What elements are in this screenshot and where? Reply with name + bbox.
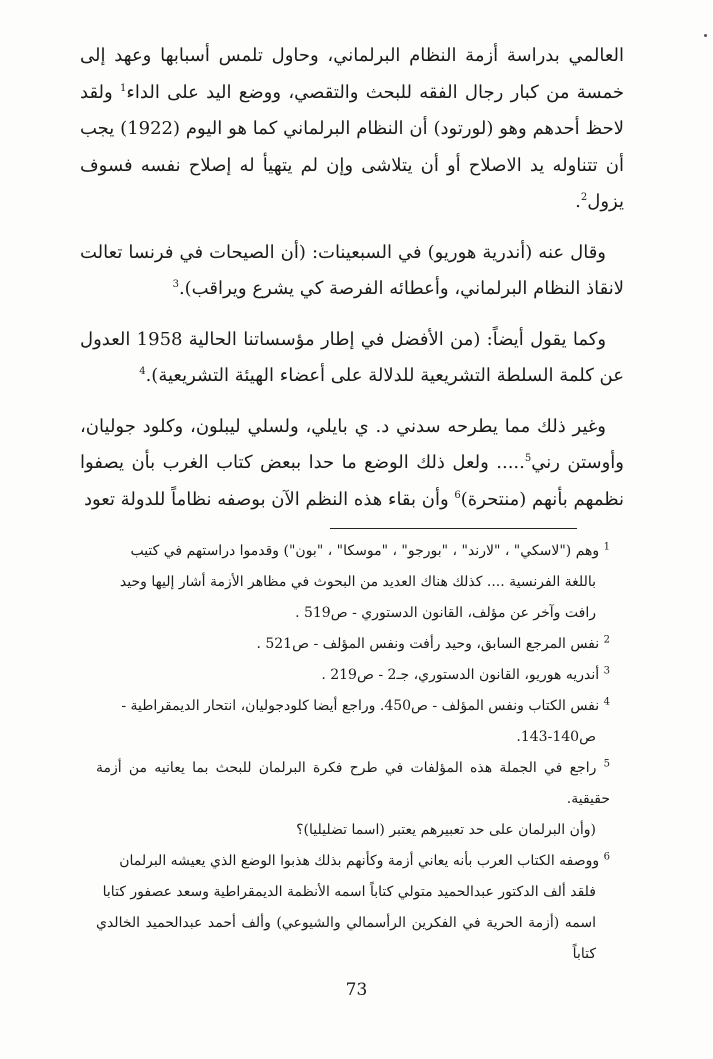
footnote-separator: [330, 528, 577, 529]
paragraph-1: العالمي بدراسة أزمة النظام البرلماني، وحاول تلمس أسبابها وعهد إلى خمسة من كبار رجال الفقه للبحث والتقصي، ووضع اليد على الداء$^1$ ولقد لاحظ أحدهم وهو (لورتود) أن النظام البرلماني كما هو اليوم (1922) يجب أن تتناوله يد الاصلاح أو أن يتلاشى وإن لم يتهيأ له إصلاح نفسه فسوف يزول$^2$.: [80, 45, 625, 212]
footnote-number: 2: [603, 634, 610, 646]
footnote-line: فلقد ألف الدكتور عبدالحميد متولي كتاباً اسمه الأنظمة الديمقراطية وسعد عصفور كتابا: [102, 884, 596, 900]
footnote-4: [96, 691, 610, 753]
footnote-number: 6: [603, 851, 610, 863]
footnote-ref-3: 3: [172, 279, 179, 290]
footnote-ref-4: 4: [139, 366, 146, 377]
footnote-line: ووصفه الكتاب العرب بأنه يعاني أزمة وكأنهم بذلك هذبوا الوضع الذي يعيشه البرلمان: [119, 853, 600, 869]
footnote-number: 3: [603, 665, 610, 677]
footnotes: [96, 536, 610, 970]
footnote-6: [96, 846, 610, 970]
footnote-line: أندريه هوريو، القانون الدستوري، جـ2 - ص219 .: [321, 667, 600, 683]
footnote-line: رافت وآخر عن مؤلف، القانون الدستوري - ص519 .: [295, 605, 596, 621]
main-text: [80, 38, 624, 532]
footnote-3: [96, 660, 610, 691]
footnote-2: [96, 629, 610, 660]
footnote-ref-5: 5: [524, 453, 532, 464]
footnote-line: راجع في الجملة هذه المؤلفات في طرح فكرة البرلمان للبحث بما يعانيه من أزمة حقيقية.: [96, 760, 610, 807]
paragraph-4: وغير ذلك مما يطرحه سدني د. ي بايلي، ولسلي ليبلون، وكلود جوليان، وأوستن رني$^5$..... ولعل ذلك الوضع ما حدا ببعض كتاب الغرب بأن يصفوا نظمهم بأنهم (منتحرة)$^6$ وأن بقاء هذه النظم الآن بوصفه نظاماً للدولة تعود: [80, 415, 624, 510]
footnote-line: وهم ("لاسكي" ، "لارند" ، "بورجو" ، "موسكا" ، "بون") وقدموا دراستهم في كتيب: [130, 543, 600, 559]
paragraph-3: وكما يقول أيضاً: (من الأفضل في إطار مؤسساتنا الحالية 1958 العدول عن كلمة السلطة التشريعية للدلالة على أعضاء الهيئة التشريعية).$^4$: [80, 328, 624, 386]
footnote-number: 1: [603, 541, 610, 553]
footnote-line: باللغة الفرنسية .... كذلك هناك العديد من البحوث في مظاهر الأزمة أشار إليها وحيد: [119, 574, 596, 590]
footnote-ref-6: 6: [454, 489, 461, 501]
corner-mark: [704, 34, 707, 37]
footnote-line: (وأن البرلمان على حد تعبيرهم يعتبر (اسما تضليليا)؟: [296, 822, 596, 838]
footnote-5: [96, 753, 610, 846]
footnote-line: اسمه (أزمة الحرية في الفكرين الرأسمالي والشيوعي) وألف أحمد عبدالحميد الخالدي كتاباً: [96, 915, 596, 962]
footnote-line: نفس المرجع السابق، وحيد رأفت ونفس المؤلف - ص521 .: [256, 636, 600, 652]
footnote-line: ص140-143.: [516, 729, 596, 745]
paragraph-2: وقال عنه (أندرية هوريو) في السبعينات: (أن الصيحات في فرنسا تعالت لانقاذ النظام البرلماني، وأعطائه الفرصة كي يشرع ويراقب).$^3$: [80, 241, 624, 299]
footnote-number: 5: [603, 758, 610, 770]
footnote-number: 4: [603, 696, 610, 708]
footnote-line: نفس الكتاب ونفس المؤلف - ص450. وراجع أيضا كلودجوليان، انتحار الديمقراطية -: [121, 698, 600, 714]
footnote-1: [96, 536, 610, 629]
page-number: 73: [345, 980, 368, 1000]
footnote-ref-1: 1: [120, 82, 127, 94]
footnote-ref-2: 2: [580, 192, 588, 203]
